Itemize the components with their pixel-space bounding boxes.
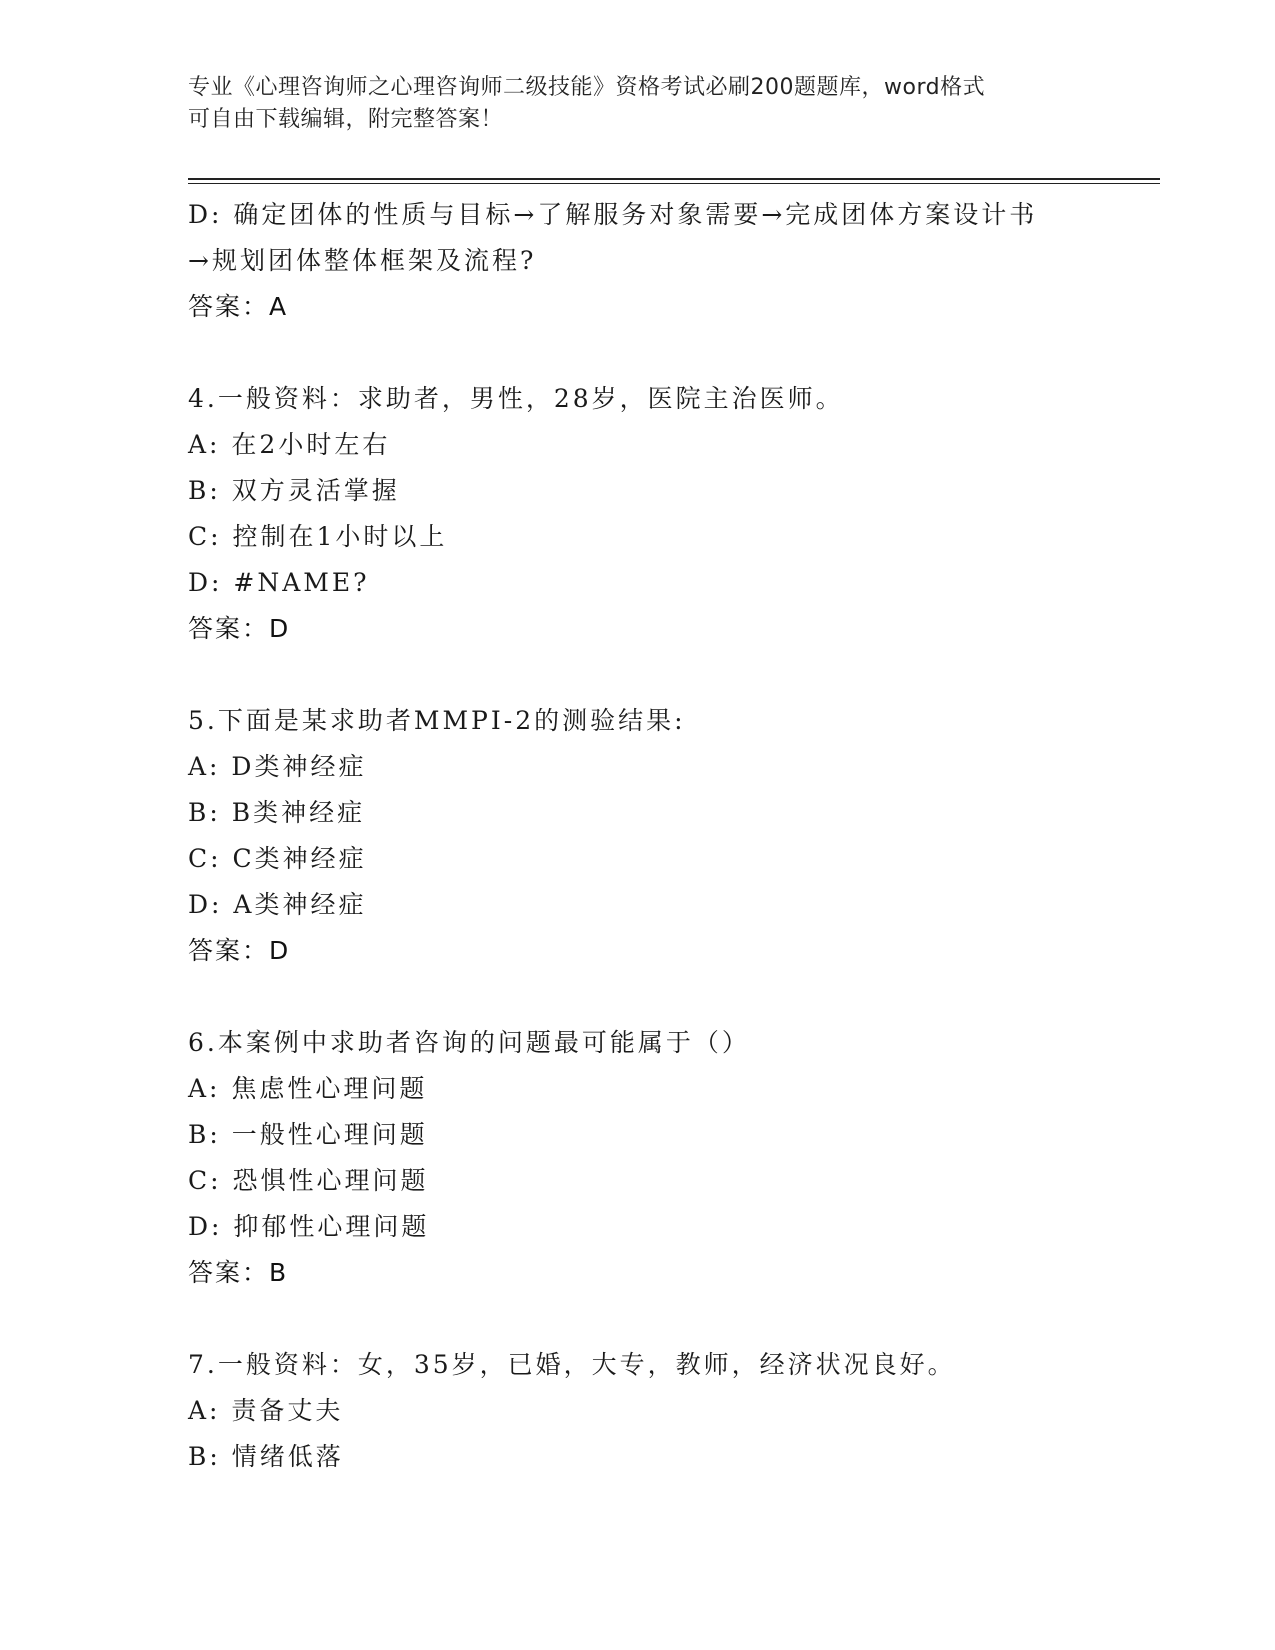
option-a: A: 责备丈夫 (188, 1396, 344, 1425)
option-b: B: B类神经症 (188, 798, 366, 827)
option-c: C: 控制在1小时以上 (188, 522, 448, 551)
option-a: A: 在2小时左右 (188, 430, 391, 459)
question-3-tail (188, 192, 1088, 330)
spacer (188, 974, 1088, 1020)
header-title-line-1: 专业《心理咨询师之心理咨询师二级技能》资格考试必刷200题题库，word格式 (188, 75, 986, 100)
spacer (188, 330, 1088, 376)
option-a: A: D类神经症 (188, 752, 367, 781)
question-stem: 6.本案例中求助者咨询的问题最可能属于（） (188, 1028, 750, 1057)
option-d-line-1: D: 确定团体的性质与目标→了解服务对象需要→完成团体方案设计书 (188, 200, 1038, 229)
document-header (188, 72, 1088, 136)
option-a: A: 焦虑性心理问题 (188, 1074, 428, 1103)
question-stem: 5.下面是某求助者MMPI-2的测验结果: (188, 706, 686, 735)
option-c: C: 恐惧性心理问题 (188, 1166, 429, 1195)
option-d-line-2: →规划团体整体框架及流程? (188, 246, 537, 275)
answer-line: 答案：A (188, 292, 289, 321)
answer-line: 答案：B (188, 1258, 289, 1287)
option-d: D: A类神经症 (188, 890, 367, 919)
question-stem: 4.一般资料：求助者，男性，28岁，医院主治医师。 (188, 384, 844, 413)
answer-line: 答案：D (188, 614, 291, 643)
spacer (188, 652, 1088, 698)
header-title-line-2: 可自由下载编辑，附完整答案！ (188, 107, 504, 132)
question-6 (188, 1020, 1088, 1296)
option-c: C: C类神经症 (188, 844, 367, 873)
option-d: D: 抑郁性心理问题 (188, 1212, 430, 1241)
option-b: B: 情绪低落 (188, 1442, 344, 1471)
question-list (188, 192, 1088, 1480)
header-divider-bottom (188, 183, 1160, 184)
question-7 (188, 1342, 1088, 1480)
option-b: B: 双方灵活掌握 (188, 476, 400, 505)
option-d: D: #NAME? (188, 568, 370, 597)
question-5 (188, 698, 1088, 974)
answer-line: 答案：D (188, 936, 291, 965)
header-divider-top (188, 178, 1160, 180)
question-stem: 7.一般资料：女，35岁，已婚，大专，教师，经济状况良好。 (188, 1350, 956, 1379)
question-4 (188, 376, 1088, 652)
option-b: B: 一般性心理问题 (188, 1120, 428, 1149)
spacer (188, 1296, 1088, 1342)
